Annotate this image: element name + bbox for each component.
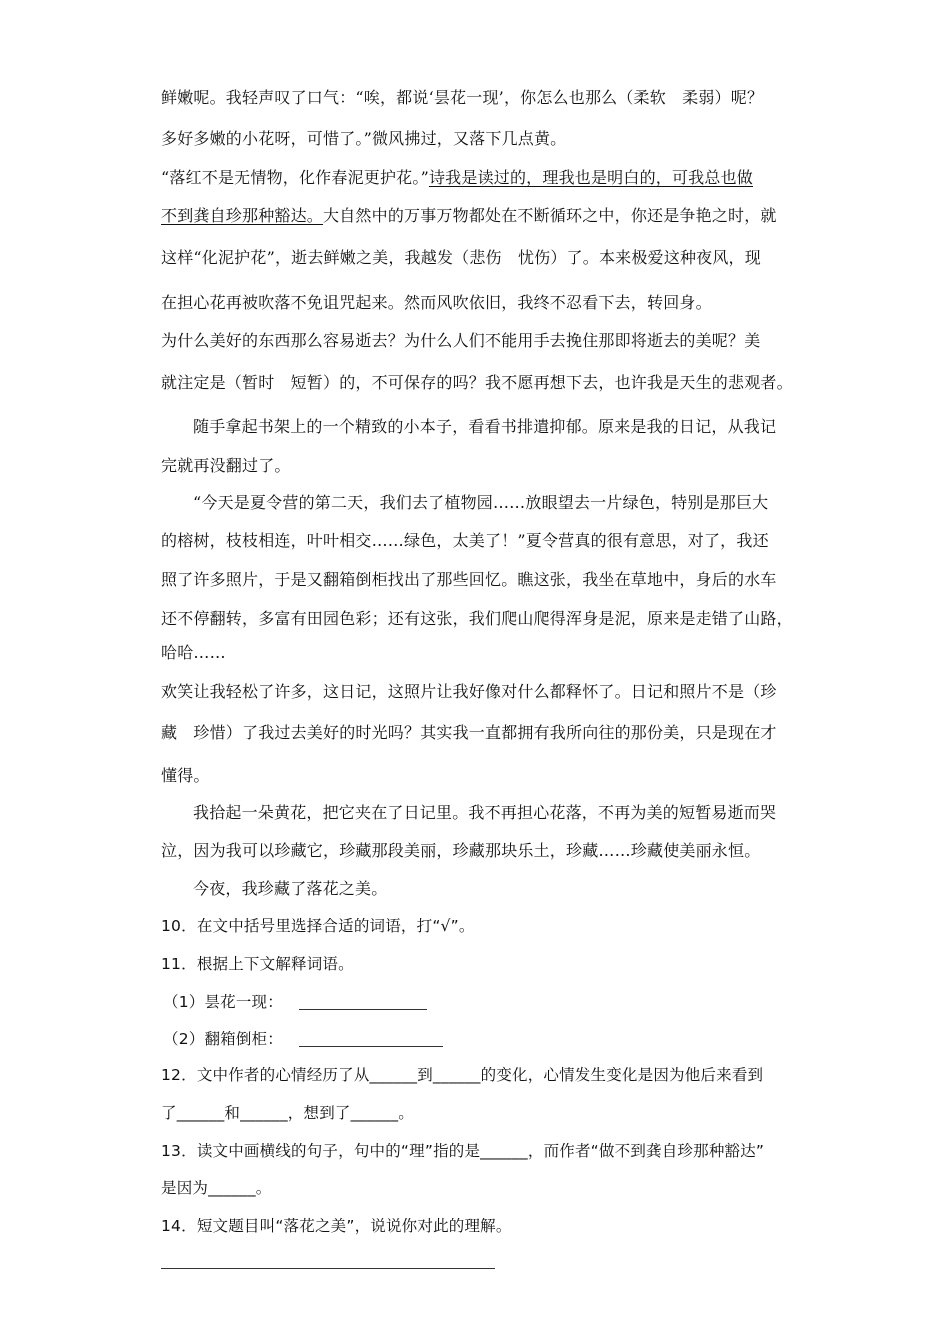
passage-line: 藏 珍惜）了我过去美好的时光吗？其实我一直都拥有我所向往的那份美，只是现在才 xyxy=(161,723,777,742)
passage-line: 为什么美好的东西那么容易逝去？为什么人们不能用手去挽住那即将逝去的美呢？美 xyxy=(161,331,761,350)
passage-line: 懂得。 xyxy=(161,766,210,785)
question-11-1: （1）昙花一现： xyxy=(163,993,283,1011)
question-12-line2: 了______和______，想到了______。 xyxy=(161,1104,415,1122)
passage-line xyxy=(161,205,777,227)
passage-line: 还不停翻转，多富有田园色彩；还有这张，我们爬山爬得浑身是泥，原来是走错了山路， xyxy=(161,609,793,628)
passage-line: 今夜，我珍藏了落花之美。 xyxy=(193,879,388,898)
quote-text: “落红不是无情物，化作春泥更护花。” xyxy=(161,168,429,187)
passage-line: 的榕树，枝枝相连，叶叶相交……绿色，太美了！”夏令营真的很有意思，对了，我还 xyxy=(161,531,769,550)
question-11: 11．根据上下文解释词语。 xyxy=(161,955,354,973)
question-12-line1: 12．文中作者的心情经历了从______到______的变化，心情发生变化是因为他后来看到 xyxy=(161,1066,764,1084)
question-14: 14．短文题目叫“落花之美”，说说你对此的理解。 xyxy=(161,1217,512,1235)
passage-line: 这样“化泥护花”，逝去鲜嫩之美，我越发（悲伤 忧伤）了。本来极爱这种夜风，现 xyxy=(161,248,761,267)
passage-line xyxy=(161,167,753,189)
passage-line: 我拾起一朵黄花，把它夹在了日记里。我不再担心花落，不再为美的短暂易逝而哭 xyxy=(193,803,777,822)
passage-line: 照了许多照片，于是又翻箱倒柜找出了那些回忆。瞧这张，我坐在草地中，身后的水车 xyxy=(161,570,777,589)
passage-line: 泣，因为我可以珍藏它，珍藏那段美丽，珍藏那块乐土，珍藏……珍藏使美丽永恒。 xyxy=(161,841,761,860)
question-11-2: （2）翻箱倒柜： xyxy=(163,1030,283,1048)
question-10: 10．在文中括号里选择合适的词语，打“√”。 xyxy=(161,917,475,935)
passage-line: 在担心花再被吹落不免诅咒起来。然而风吹依旧，我终不忍看下去，转回身。 xyxy=(161,293,712,312)
answer-line-14[interactable] xyxy=(161,1268,495,1269)
passage-line: 多好多嫩的小花呀，可惜了。”微风拂过，又落下几点黄。 xyxy=(161,129,567,148)
passage-line: “今天是夏令营的第二天，我们去了植物园……放眼望去一片绿色，特别是那巨大 xyxy=(193,493,769,512)
underlined-sentence-part2: 不到龚自珍那种豁达。 xyxy=(161,206,324,225)
passage-line: 鲜嫩呢。我轻声叹了口气：“唉，都说‘昙花一现’，你怎么也那么（柔软 柔弱）呢？ xyxy=(161,88,764,107)
question-13-line1: 13．读文中画横线的句子，句中的“理”指的是______，而作者“做不到龚自珍那种豁达” xyxy=(161,1142,765,1160)
passage-line: 就注定是（暂时 短暂）的，不可保存的吗？我不愿再想下去，也许我是天生的悲观者。 xyxy=(161,373,793,392)
answer-line-11-2[interactable] xyxy=(299,1046,443,1047)
question-13-line2: 是因为______。 xyxy=(161,1179,272,1197)
underlined-sentence-part1: 诗我是读过的，理我也是明白的，可我总也做 xyxy=(428,168,753,187)
passage-line: 完就再没翻过了。 xyxy=(161,456,291,475)
passage-line: 欢笑让我轻松了许多，这日记，这照片让我好像对什么都释怀了。日记和照片不是（珍 xyxy=(161,682,777,701)
passage-text: 大自然中的万事万物都处在不断循环之中，你还是争艳之时，就 xyxy=(323,206,777,225)
passage-line: 哈哈…… xyxy=(161,643,226,662)
answer-line-11-1[interactable] xyxy=(299,1009,427,1010)
passage-line: 随手拿起书架上的一个精致的小本子，看看书排遣抑郁。原来是我的日记，从我记 xyxy=(193,417,777,436)
